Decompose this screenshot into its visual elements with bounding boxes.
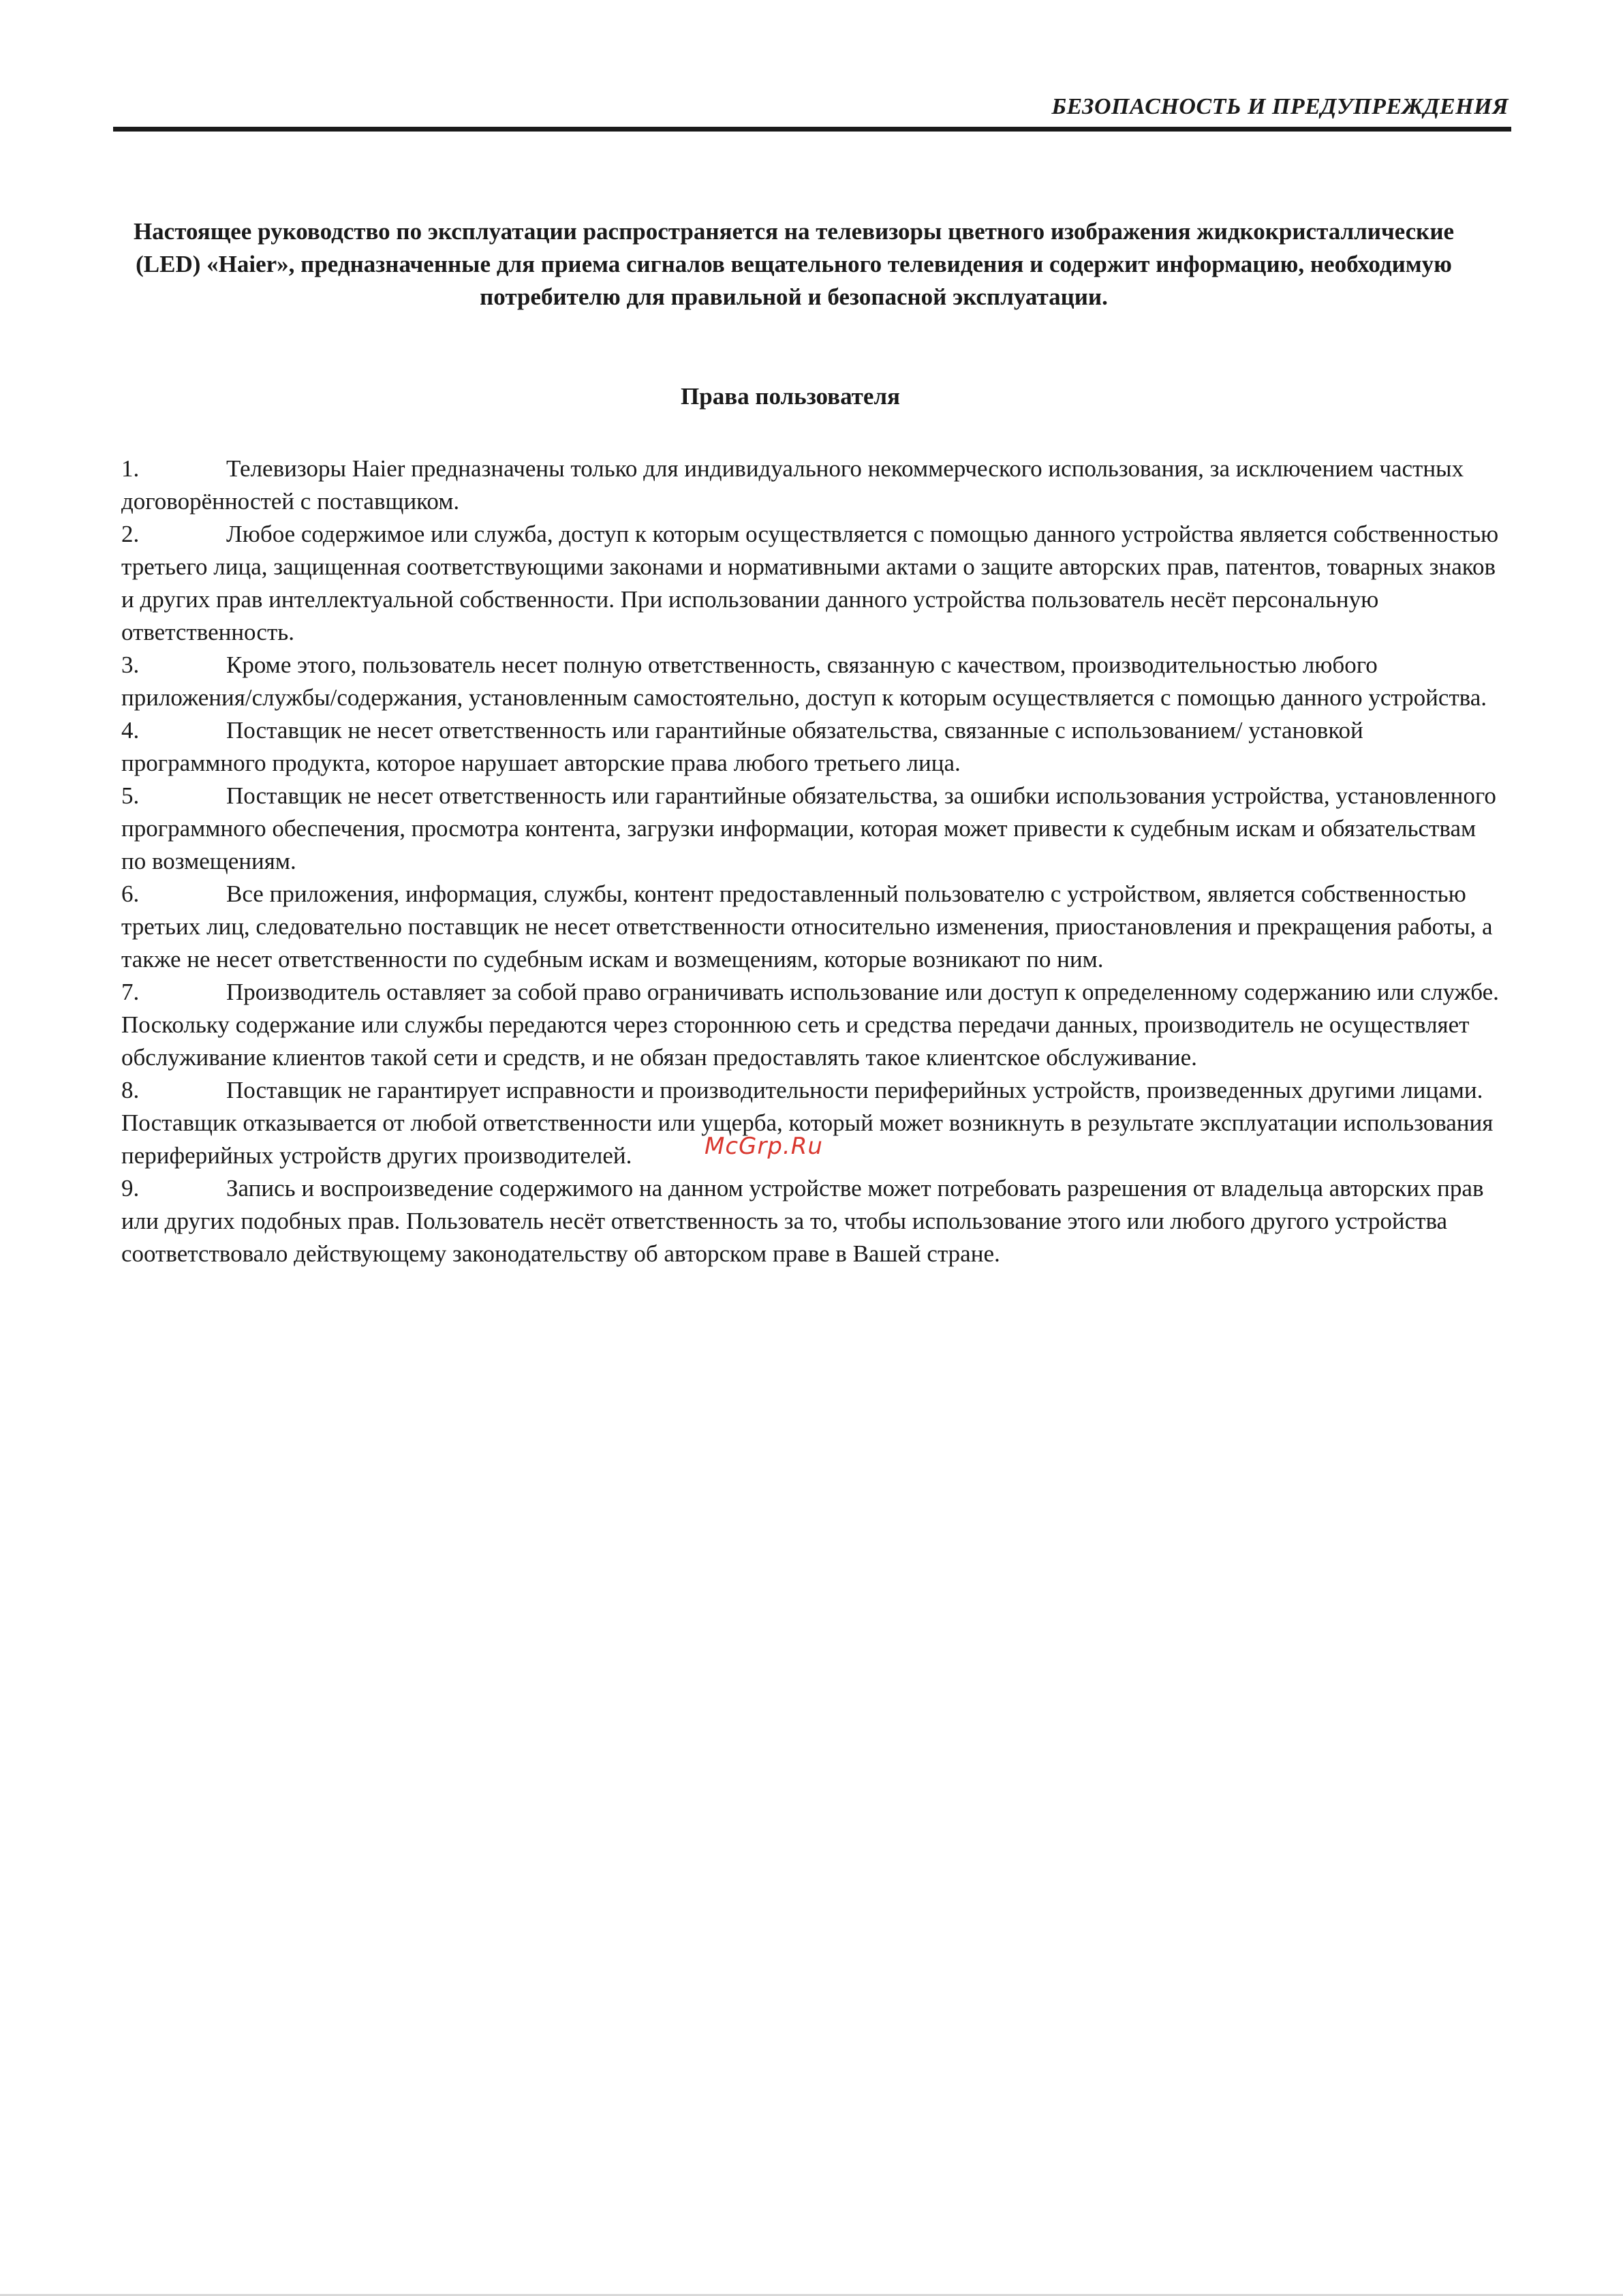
item-number: 3.	[121, 652, 140, 678]
page-header-title: БЕЗОПАСНОСТЬ И ПРЕДУПРЕЖДЕНИЯ	[1051, 94, 1509, 119]
list-item	[121, 976, 1500, 1074]
item-text: Производитель оставляет за собой право ограничивать использование или доступ к определенному содержанию или службе. Поскольку содержание или службы передаются через стороннюю сеть и средства передачи данных, производитель не осуществляет обслуживание клиентов такой сети и средств, и не обязан предоставлять такое клиентское обслуживание.	[121, 979, 1499, 1071]
intro-paragraph: Настоящее руководство по эксплуатации распространяется на телевизоры цветного изображения жидкокристаллические (LED) «Haier», предназначенные для приема сигналов вещательного телевидения и содержит информацию, необходимую потребителю для правильной и безопасной эксплуатации.	[133, 218, 1455, 310]
watermark-text: McGrp.Ru	[705, 1133, 823, 1160]
item-number: 7.	[121, 979, 140, 1005]
item-number: 2.	[121, 521, 140, 547]
section-title: Права пользователя	[681, 383, 900, 410]
list-item	[121, 714, 1500, 780]
item-text: Поставщик не несет ответственность или гарантийные обязательства, за ошибки использования устройства, установленного программного обеспечения, просмотра контента, загрузки информации, которая может привести к судебным искам и обязательствам по возмещениям.	[121, 782, 1496, 874]
item-text: Поставщик не гарантирует исправности и производительности периферийных устройств, произведенных другими лицами. Поставщик отказывается от любой ответственности или ущерба, который может возникнуть в результате эксплуатации использования периферийных устройств других производителей.	[121, 1077, 1494, 1169]
item-number: 6.	[121, 881, 140, 907]
item-number: 4.	[121, 717, 140, 744]
item-text: Поставщик не несет ответственность или гарантийные обязательства, связанные с использованием/ установкой программного продукта, которое нарушает авторские права любого третьего лица.	[121, 717, 1363, 776]
list-item	[121, 649, 1500, 714]
list-item	[121, 780, 1500, 878]
item-text: Все приложения, информация, службы, контент предоставленный пользователю с устройством, является собственностью третьих лиц, следовательно поставщик не несет ответственности относительно изменения, приостановления и прекращения работы, а также не несет ответственности по судебным искам и возмещениям, которые возникают по ним.	[121, 881, 1493, 973]
item-number: 5.	[121, 782, 140, 809]
list-item	[121, 518, 1500, 649]
list-item	[121, 1172, 1500, 1270]
item-number: 9.	[121, 1175, 140, 1201]
item-text: Запись и воспроизведение содержимого на данном устройстве может потребовать разрешения от владельца авторских прав или других подобных прав. Пользователь несёт ответственность за то, чтобы использование этого или любого другого устройства соответствовало действующему законодательству об авторском праве в Вашей стране.	[121, 1175, 1484, 1267]
item-text: Любое содержимое или служба, доступ к которым осуществляется с помощью данного устройства является собственностью третьего лица, защищенная соответствующими законами и нормативными актами о защите авторских прав, патентов, товарных знаков и других прав интеллектуальной собственности. При использовании данного устройства пользователь несёт персональную ответственность.	[121, 521, 1499, 645]
header-divider	[113, 127, 1511, 132]
item-text: Телевизоры Haier предназначены только для индивидуального некоммерческого использования, за исключением частных договорённостей с поставщиком.	[121, 455, 1464, 515]
list-item	[121, 878, 1500, 976]
item-number: 1.	[121, 455, 140, 482]
list-item	[121, 453, 1500, 518]
item-text: Кроме этого, пользователь несет полную ответственность, связанную с качеством, производительностью любого приложения/службы/содержания, установленным самостоятельно, доступ к которым осуществляется с помощью данного устройства.	[121, 652, 1487, 711]
item-number: 8.	[121, 1077, 140, 1103]
